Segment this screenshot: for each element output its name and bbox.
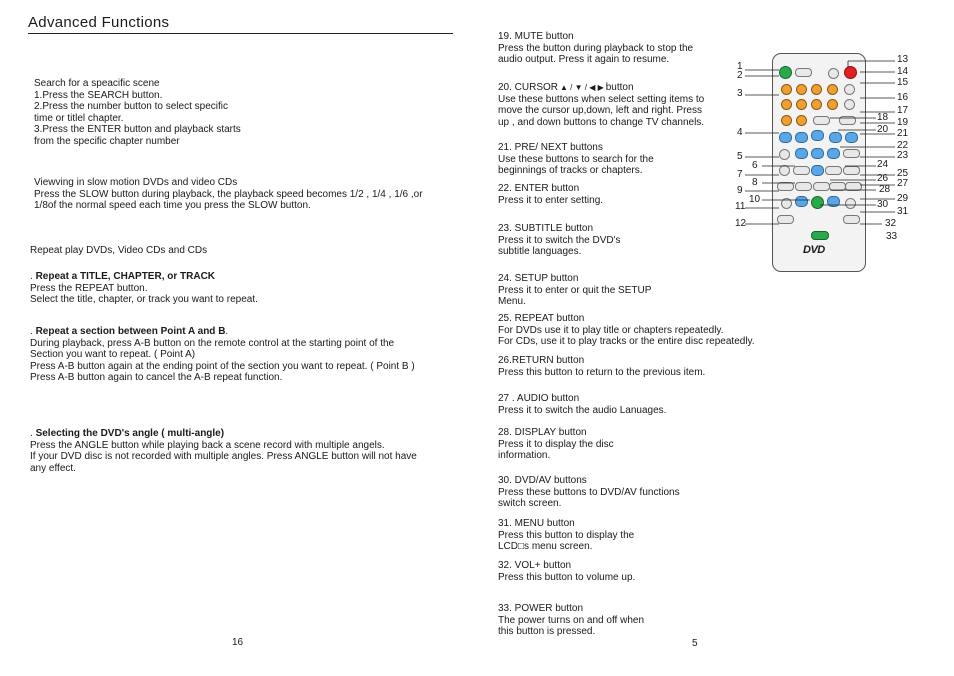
angle-line: Press the ANGLE button while playing back a scene record with multiple angels.: [30, 439, 385, 451]
callout-number: 16: [897, 92, 909, 103]
dvdav-heading: 30. DVD/AV buttons: [498, 475, 587, 486]
callout-number: 32: [885, 218, 897, 229]
callout-number: 1: [737, 61, 743, 72]
callout-number: 33: [886, 231, 898, 242]
audio-heading: 27 . AUDIO button: [498, 393, 580, 404]
callout-number: 20: [877, 124, 889, 135]
repeat-line: For DVDs use it to play title or chapters repeatedly.: [498, 324, 724, 336]
angle-heading: Selecting the DVD's angle ( multi-angle): [35, 428, 225, 439]
cursor-arrows-icon: ▲ / ▼ / ◀ ▶: [560, 83, 604, 92]
mute-heading: 19. MUTE button: [498, 31, 574, 42]
search-line: Search for a speacific scene: [34, 78, 160, 89]
callout-number: 29: [897, 193, 909, 204]
search-line: 1.Press the SEARCH button.: [34, 89, 163, 101]
ab-line: Press A-B button again to cancel the A-B repeat function.: [30, 372, 283, 384]
return-line: Press this button to return to the previous item.: [498, 366, 706, 378]
repeat-title-line: Select the title, chapter, or track you want to repeat.: [30, 294, 258, 306]
callout-number: 4: [737, 127, 743, 138]
cursor-line: Use these buttons when select setting items to: [498, 93, 705, 105]
left-page-number: 16: [232, 637, 244, 648]
return-heading: 26.RETURN button: [498, 355, 585, 366]
setup-line: Menu.: [498, 296, 526, 308]
prevnext-heading: 21. PRE/ NEXT buttons: [498, 142, 603, 153]
dvdav-line: switch screen.: [498, 498, 562, 510]
callout-number: 12: [735, 218, 747, 229]
search-line: 3.Press the ENTER button and playback starts: [34, 124, 241, 136]
power-line: The power turns on and off when: [498, 614, 645, 626]
enter-line: Press it to enter setting.: [498, 194, 604, 206]
callout-number: 8: [752, 177, 758, 188]
repeat-heading: 25. REPEAT button: [498, 313, 585, 324]
callout-number: 9: [737, 185, 743, 196]
callout-number: 24: [877, 159, 889, 170]
display-line: information.: [498, 450, 551, 462]
vol-heading: 32. VOL+ button: [498, 560, 572, 571]
callout-number: 22: [897, 140, 909, 151]
cursor-line: up , and down buttons to change TV channels.: [498, 116, 705, 128]
callout-number: 7: [737, 169, 743, 180]
subtitle-heading: 23. SUBTITLE button: [498, 223, 594, 234]
audio-line: Press it to switch the audio Lanuages.: [498, 404, 667, 416]
ab-line: During playback, press A-B button on the remote control at the starting point of the: [30, 337, 395, 349]
ab-line: Press A-B button again at the ending point of the section you want to repeat. ( Point B ): [30, 360, 415, 372]
ab-heading: Repeat a section between Point A and B: [35, 326, 226, 337]
setup-line: Press it to enter or quit the SETUP: [498, 284, 652, 296]
slow-line: Viewving in slow motion DVDs and video CDs: [34, 177, 238, 188]
repeat-intro: Repeat play DVDs, Video CDs and CDs: [30, 245, 208, 256]
callout-number: 27: [897, 178, 909, 189]
vol-line: Press this button to volume up.: [498, 571, 636, 583]
cursor-line: move the cursor up,down, left and right. Press: [498, 105, 702, 117]
callout-number: 28: [879, 184, 891, 195]
angle-line: If your DVD disc is not recorded with multiple angles. Press ANGLE button will not have: [30, 451, 417, 463]
subtitle-line: subtitle languages.: [498, 246, 582, 258]
callout-number: 19: [897, 117, 909, 128]
ab-line: Section you want to repeat. ( Point A): [30, 349, 196, 361]
menu-line: LCD□s menu screen.: [498, 541, 593, 553]
callout-number: 15: [897, 77, 909, 88]
cursor-heading-tail: button: [605, 82, 634, 93]
repeat-line: For CDs, use it to play tracks or the entire disc repeatedly.: [498, 336, 755, 348]
search-line: from the specific chapter number: [34, 135, 180, 147]
mute-line: Press the button during playback to stop the: [498, 42, 694, 54]
callout-number: 3: [737, 88, 743, 99]
callout-number: 17: [897, 105, 909, 116]
callout-number: 5: [737, 151, 743, 162]
repeat-title-heading: Repeat a TITLE, CHAPTER, or TRACK: [35, 271, 216, 282]
slow-line: Press the SLOW button during playback, the playback speed becomes 1/2 , 1/4 , 1/6 ,or: [34, 188, 423, 200]
mute-line: audio output. Press it again to resume.: [498, 54, 670, 66]
repeat-title-line: Press the REPEAT button.: [30, 282, 148, 294]
display-heading: 28. DISPLAY button: [498, 427, 587, 438]
right-page-number: 5: [692, 638, 698, 649]
search-line: 2.Press the number button to select specific: [34, 101, 228, 113]
callout-number: 25: [897, 168, 909, 179]
callout-number: 18: [877, 112, 889, 123]
callout-number: 2: [737, 70, 743, 81]
dvdav-line: Press these buttons to DVD/AV functions: [498, 486, 680, 498]
callout-number: 31: [897, 206, 909, 217]
callout-number: 21: [897, 128, 909, 139]
callout-number: 13: [897, 54, 909, 65]
menu-line: Press this button to display the: [498, 529, 635, 541]
callout-number: 30: [877, 199, 889, 210]
subtitle-line: Press it to switch the DVD's: [498, 234, 621, 246]
callout-number: 14: [897, 66, 909, 77]
display-line: Press it to display the disc: [498, 438, 614, 450]
prevnext-line: Use these buttons to search for the: [498, 153, 654, 165]
callout-number: 11: [735, 201, 746, 212]
setup-heading: 24. SETUP button: [498, 273, 579, 284]
search-line: time or titlel chapter.: [34, 112, 124, 124]
slow-line: 1/8of the normal speed each time you press the SLOW button.: [34, 200, 311, 212]
angle-section: . Selecting the DVD's angle ( multi-angle) Press the ANGLE button while playing back a scene record with multiple angels. If your DVD disc is not recorded with multiple angles. Press ANGLE button will not have any effect.: [30, 428, 417, 474]
callout-number: 6: [752, 160, 758, 171]
callout-number: 23: [897, 150, 909, 161]
callout-number: 10: [749, 194, 761, 205]
repeat-title-section: . Repeat a TITLE, CHAPTER, or TRACK Press the REPEAT button. Select the title, chapter, or track you want to repeat.: [30, 271, 258, 306]
page-title: Advanced Functions: [28, 14, 170, 31]
power-line: this button is pressed.: [498, 626, 596, 638]
angle-line: any effect.: [30, 462, 76, 474]
prevnext-line: beginnings of tracks or chapters.: [498, 165, 643, 177]
callout-number: 26: [877, 173, 889, 184]
power-heading: 33. POWER button: [498, 603, 584, 614]
menu-heading: 31. MENU button: [498, 518, 575, 529]
dvd-logo: DVD: [803, 244, 825, 256]
ab-section: . Repeat a section between Point A and B. During playback, press A-B button on the remote control at the starting point of the Section you want to repeat. ( Point A) Press A-B button again at the ending point of the section you want to repeat. ( Point B ) Press A-B button again to cancel the A-B repeat function.: [30, 326, 415, 384]
cursor-heading: 20. CURSOR: [498, 82, 559, 93]
enter-heading: 22. ENTER button: [498, 183, 580, 194]
